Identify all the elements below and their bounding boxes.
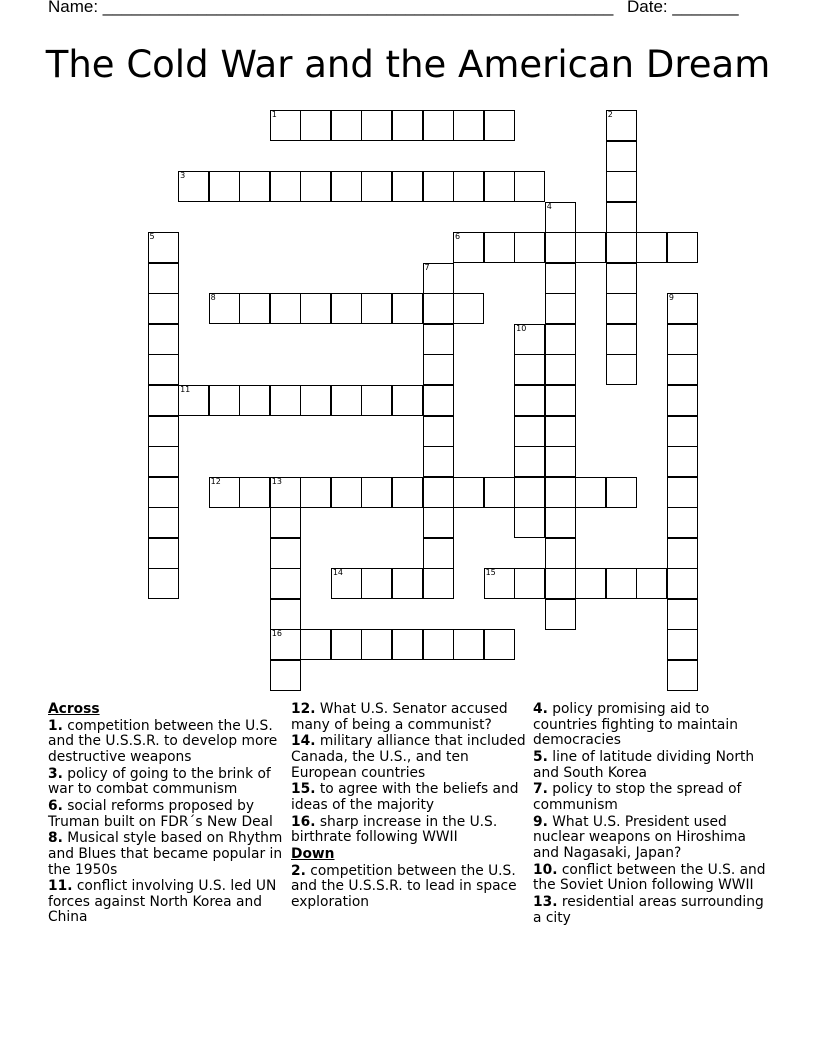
clue-text: to agree with the beliefs and ideas of the majority xyxy=(291,781,519,813)
grid-cell[interactable] xyxy=(270,110,301,141)
across-clue xyxy=(48,831,284,878)
grid-cell[interactable] xyxy=(423,354,454,385)
grid-cell[interactable] xyxy=(300,293,331,324)
grid-cell[interactable] xyxy=(484,568,515,599)
clue-number-label: 11 xyxy=(180,384,191,394)
grid-cell[interactable] xyxy=(148,477,179,508)
grid-cell[interactable] xyxy=(484,110,515,141)
clue-number: 10. xyxy=(533,861,558,878)
across-clue xyxy=(291,734,527,781)
grid-cell[interactable] xyxy=(545,232,576,263)
grid-cell[interactable] xyxy=(545,263,576,294)
grid-cell[interactable] xyxy=(423,385,454,416)
clue-number-label: 8 xyxy=(210,293,216,303)
across-clue xyxy=(48,719,284,766)
grid-cell[interactable] xyxy=(178,171,209,202)
clue-text: competition between the U.S. and the U.S.S.R. to lead in space exploration xyxy=(291,862,517,910)
grid-cell[interactable] xyxy=(545,507,576,538)
grid-cell[interactable] xyxy=(606,171,637,202)
clue-number-label: 1 xyxy=(271,110,277,119)
clue-number: 16. xyxy=(291,813,316,830)
grid-cell[interactable] xyxy=(270,568,301,599)
grid-cell[interactable] xyxy=(606,263,637,294)
across-clue xyxy=(291,702,527,733)
grid-cell[interactable] xyxy=(423,293,454,324)
clue-number-label: 12 xyxy=(210,476,221,486)
clue-number-label: 2 xyxy=(607,110,613,119)
grid-cell[interactable] xyxy=(423,110,454,141)
grid-cell[interactable] xyxy=(545,416,576,447)
across-clue xyxy=(48,799,284,830)
grid-cell[interactable] xyxy=(606,354,637,385)
clue-number: 8. xyxy=(48,830,63,847)
clue-number-label: 7 xyxy=(424,262,430,272)
grid-cell[interactable] xyxy=(392,385,423,416)
grid-cell[interactable] xyxy=(667,293,698,324)
grid-cell[interactable] xyxy=(423,171,454,202)
grid-cell[interactable] xyxy=(300,171,331,202)
grid-cell[interactable] xyxy=(148,507,179,538)
clue-number: 2. xyxy=(291,862,306,879)
grid-cell[interactable] xyxy=(484,171,515,202)
grid-cell[interactable] xyxy=(606,202,637,233)
grid-cell[interactable] xyxy=(514,568,545,599)
across-clue xyxy=(291,782,527,813)
grid-cell[interactable] xyxy=(545,568,576,599)
grid-cell[interactable] xyxy=(453,293,484,324)
grid-cell[interactable] xyxy=(667,232,698,263)
grid-cell[interactable] xyxy=(423,507,454,538)
grid-cell[interactable] xyxy=(209,293,240,324)
grid-cell[interactable] xyxy=(270,538,301,569)
grid-cell[interactable] xyxy=(667,385,698,416)
grid-cell[interactable] xyxy=(392,568,423,599)
grid-cell[interactable] xyxy=(300,385,331,416)
clue-text: Musical style based on Rhythm and Blues that became popular in the 1950s xyxy=(48,830,283,878)
clue-number: 12. xyxy=(291,701,316,717)
grid-cell[interactable] xyxy=(239,293,270,324)
clue-number: 15. xyxy=(291,781,316,798)
down-heading: Down xyxy=(291,846,335,863)
grid-cell[interactable] xyxy=(484,232,515,263)
grid-cell[interactable] xyxy=(606,324,637,355)
clue-text: policy to stop the spread of communism xyxy=(533,781,742,813)
grid-cell[interactable] xyxy=(545,538,576,569)
across-clue xyxy=(48,767,284,798)
clue-number: 3. xyxy=(48,765,63,782)
across-clue xyxy=(48,879,284,926)
grid-cell[interactable] xyxy=(514,324,545,355)
clue-number: 4. xyxy=(533,701,548,717)
grid-cell[interactable] xyxy=(484,629,515,660)
clue-number-label: 16 xyxy=(271,629,282,639)
grid-cell[interactable] xyxy=(270,171,301,202)
grid-cell[interactable] xyxy=(606,293,637,324)
grid-cell[interactable] xyxy=(178,385,209,416)
grid-cell[interactable] xyxy=(148,293,179,324)
grid-cell[interactable] xyxy=(453,232,484,263)
grid-cell[interactable] xyxy=(331,568,362,599)
grid-cell[interactable] xyxy=(667,660,698,691)
grid-cell[interactable] xyxy=(270,629,301,660)
grid-cell[interactable] xyxy=(514,171,545,202)
grid-cell[interactable] xyxy=(636,232,667,263)
grid-cell[interactable] xyxy=(514,507,545,538)
clues-column-3 xyxy=(533,702,769,927)
grid-cell[interactable] xyxy=(270,385,301,416)
down-clue xyxy=(533,750,769,781)
grid-cell[interactable] xyxy=(575,477,606,508)
grid-cell[interactable] xyxy=(392,171,423,202)
clue-text: policy promising aid to countries fighting to maintain democracies xyxy=(533,701,738,749)
grid-cell[interactable] xyxy=(667,477,698,508)
grid-cell[interactable] xyxy=(331,385,362,416)
clue-number: 11. xyxy=(48,878,73,895)
grid-cell[interactable] xyxy=(606,232,637,263)
grid-cell[interactable] xyxy=(148,446,179,477)
clue-text: line of latitude dividing North and South Korea xyxy=(533,748,755,781)
grid-cell[interactable] xyxy=(545,477,576,508)
grid-cell[interactable] xyxy=(514,446,545,477)
clue-text: competition between the U.S. and the U.S.S.R. to develop more destructive weapons xyxy=(48,717,278,765)
clue-number: 5. xyxy=(533,748,548,765)
grid-cell[interactable] xyxy=(545,293,576,324)
grid-cell[interactable] xyxy=(148,354,179,385)
grid-cell[interactable] xyxy=(331,293,362,324)
clue-text: What U.S. President used nuclear weapons on Hiroshima and Nagasaki, Japan? xyxy=(533,813,746,861)
grid-cell[interactable] xyxy=(453,171,484,202)
clue-number: 1. xyxy=(48,717,63,734)
down-clue xyxy=(533,863,769,894)
grid-cell[interactable] xyxy=(606,110,637,141)
grid-cell[interactable] xyxy=(239,385,270,416)
grid-cell[interactable] xyxy=(148,568,179,599)
clue-number-label: 9 xyxy=(668,293,674,303)
grid-cell[interactable] xyxy=(148,385,179,416)
grid-cell[interactable] xyxy=(514,354,545,385)
clue-text: conflict involving U.S. led UN forces against North Korea and China xyxy=(48,878,277,926)
grid-cell[interactable] xyxy=(361,171,392,202)
grid-cell[interactable] xyxy=(361,385,392,416)
grid-cell[interactable] xyxy=(667,324,698,355)
grid-cell[interactable] xyxy=(331,171,362,202)
grid-cell[interactable] xyxy=(667,538,698,569)
clue-text: policy of going to the brink of war to combat communism xyxy=(48,765,271,798)
clue-number: 6. xyxy=(48,797,63,814)
grid-cell[interactable] xyxy=(148,232,179,263)
clue-number-label: 14 xyxy=(332,568,344,578)
grid-cell[interactable] xyxy=(300,110,331,141)
grid-cell[interactable] xyxy=(575,568,606,599)
grid-cell[interactable] xyxy=(423,568,454,599)
down-clue xyxy=(533,782,769,813)
grid-cell[interactable] xyxy=(361,110,392,141)
grid-cell[interactable] xyxy=(453,110,484,141)
clue-text: sharp increase in the U.S. birthrate following WWII xyxy=(291,813,498,846)
grid-cell[interactable] xyxy=(209,477,240,508)
grid-cell[interactable] xyxy=(514,416,545,447)
clue-number-label: 10 xyxy=(516,323,527,333)
clue-text: social reforms proposed by Truman built on FDR´s New Deal xyxy=(48,797,273,830)
grid-cell[interactable] xyxy=(667,599,698,630)
clue-number-label: 4 xyxy=(546,201,552,211)
grid-cell[interactable] xyxy=(636,568,667,599)
name-field-label: Name: ______________________________________________________ xyxy=(48,0,614,16)
clue-text: military alliance that included Canada, the U.S., and ten European countries xyxy=(291,733,526,781)
grid-cell[interactable] xyxy=(239,171,270,202)
grid-cell[interactable] xyxy=(331,110,362,141)
grid-cell[interactable] xyxy=(361,629,392,660)
clues-column-2 xyxy=(291,702,527,912)
grid-cell[interactable] xyxy=(270,507,301,538)
grid-cell[interactable] xyxy=(148,538,179,569)
clue-text: conflict between the U.S. and the Soviet Union following WWII xyxy=(533,861,766,894)
grid-cell[interactable] xyxy=(423,538,454,569)
grid-cell[interactable] xyxy=(423,263,454,294)
grid-cell[interactable] xyxy=(392,629,423,660)
grid-cell[interactable] xyxy=(239,477,270,508)
grid-cell[interactable] xyxy=(423,324,454,355)
grid-cell[interactable] xyxy=(300,629,331,660)
grid-cell[interactable] xyxy=(148,416,179,447)
down-clue xyxy=(533,702,769,749)
grid-cell[interactable] xyxy=(270,293,301,324)
grid-cell[interactable] xyxy=(514,232,545,263)
clue-number: 14. xyxy=(291,733,316,750)
grid-cell[interactable] xyxy=(484,477,515,508)
clue-number-label: 15 xyxy=(485,568,496,578)
clue-number: 7. xyxy=(533,781,548,798)
grid-cell[interactable] xyxy=(270,599,301,630)
grid-cell[interactable] xyxy=(331,629,362,660)
grid-cell[interactable] xyxy=(392,110,423,141)
grid-cell[interactable] xyxy=(545,446,576,477)
grid-cell[interactable] xyxy=(667,446,698,477)
grid-cell[interactable] xyxy=(270,660,301,691)
clues-column-1 xyxy=(48,702,284,927)
clue-text: residential areas surrounding a city xyxy=(533,894,764,926)
clue-number-label: 3 xyxy=(180,171,186,181)
grid-cell[interactable] xyxy=(361,477,392,508)
grid-cell[interactable] xyxy=(667,354,698,385)
grid-cell[interactable] xyxy=(545,354,576,385)
puzzle-title: The Cold War and the American Dream xyxy=(45,43,771,86)
date-field-label: Date: _______ xyxy=(627,0,739,16)
grid-cell[interactable] xyxy=(392,293,423,324)
clue-text: What U.S. Senator accused many of being a communist? xyxy=(291,701,508,733)
across-clue xyxy=(291,815,527,846)
down-clue xyxy=(533,815,769,862)
grid-cell[interactable] xyxy=(209,171,240,202)
clue-number: 9. xyxy=(533,813,548,830)
grid-cell[interactable] xyxy=(606,568,637,599)
grid-cell[interactable] xyxy=(667,507,698,538)
grid-cell[interactable] xyxy=(545,385,576,416)
grid-cell[interactable] xyxy=(575,232,606,263)
grid-cell[interactable] xyxy=(514,385,545,416)
down-clue xyxy=(291,864,527,911)
grid-cell[interactable] xyxy=(545,599,576,630)
clue-number: 13. xyxy=(533,894,558,911)
clue-number-label: 6 xyxy=(455,232,461,242)
grid-cell[interactable] xyxy=(606,477,637,508)
grid-cell[interactable] xyxy=(423,477,454,508)
across-heading: Across xyxy=(48,701,100,717)
grid-cell[interactable] xyxy=(606,141,637,172)
grid-cell[interactable] xyxy=(361,568,392,599)
grid-cell[interactable] xyxy=(545,324,576,355)
grid-cell[interactable] xyxy=(361,293,392,324)
grid-cell[interactable] xyxy=(453,477,484,508)
grid-cell[interactable] xyxy=(514,477,545,508)
grid-cell[interactable] xyxy=(148,324,179,355)
grid-cell[interactable] xyxy=(392,477,423,508)
grid-cell[interactable] xyxy=(545,202,576,233)
grid-cell[interactable] xyxy=(667,629,698,660)
clue-number-label: 13 xyxy=(271,476,282,486)
grid-cell[interactable] xyxy=(423,629,454,660)
grid-cell[interactable] xyxy=(209,385,240,416)
grid-cell[interactable] xyxy=(453,629,484,660)
down-clue xyxy=(533,895,769,926)
grid-cell[interactable] xyxy=(667,416,698,447)
grid-cell[interactable] xyxy=(148,263,179,294)
clue-number-label: 5 xyxy=(149,232,155,242)
grid-cell[interactable] xyxy=(300,477,331,508)
grid-cell[interactable] xyxy=(667,568,698,599)
grid-cell[interactable] xyxy=(331,477,362,508)
grid-cell[interactable] xyxy=(423,446,454,477)
grid-cell[interactable] xyxy=(270,477,301,508)
grid-cell[interactable] xyxy=(423,416,454,447)
